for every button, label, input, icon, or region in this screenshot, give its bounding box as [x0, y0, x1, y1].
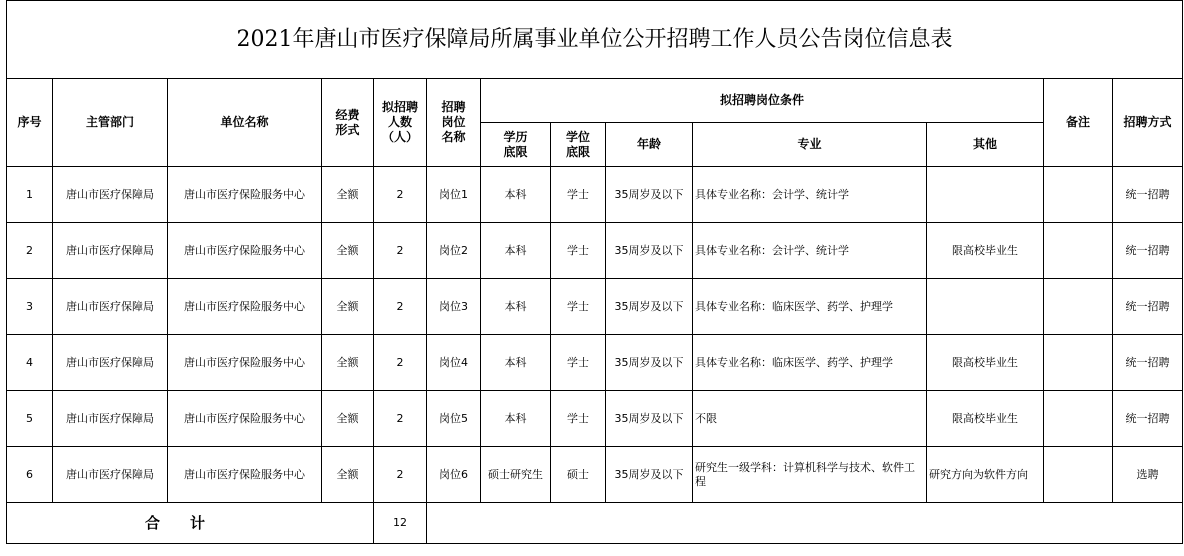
cell-dept: 唐山市医疗保障局	[53, 335, 168, 391]
cell-count: 2	[374, 167, 427, 223]
cell-age: 35周岁及以下	[606, 447, 693, 503]
cell-seq: 4	[7, 335, 53, 391]
header-remark: 备注	[1044, 79, 1113, 167]
cell-fund: 全额	[322, 447, 374, 503]
cell-edu: 本科	[481, 223, 551, 279]
header-fund: 经费 形式	[322, 79, 374, 167]
cell-major: 研究生一级学科：计算机科学与技术、软件工程	[693, 447, 927, 503]
cell-major: 具体专业名称：临床医学、药学、护理学	[693, 335, 927, 391]
cell-dept: 唐山市医疗保障局	[53, 447, 168, 503]
total-empty	[427, 503, 1183, 544]
cell-count: 2	[374, 447, 427, 503]
cell-remark	[1044, 447, 1113, 503]
cell-dept: 唐山市医疗保障局	[53, 223, 168, 279]
cell-fund: 全额	[322, 167, 374, 223]
cell-post: 岗位5	[427, 391, 481, 447]
cell-edu: 本科	[481, 167, 551, 223]
cell-seq: 2	[7, 223, 53, 279]
cell-degree: 学士	[551, 167, 606, 223]
total-row	[7, 503, 1183, 544]
cell-post: 岗位4	[427, 335, 481, 391]
cell-count: 2	[374, 279, 427, 335]
cell-post: 岗位2	[427, 223, 481, 279]
cell-age: 35周岁及以下	[606, 391, 693, 447]
cell-edu: 硕士研究生	[481, 447, 551, 503]
header-age: 年龄	[606, 123, 693, 167]
cell-method: 统一招聘	[1113, 391, 1183, 447]
cell-major: 不限	[693, 391, 927, 447]
table-row	[7, 391, 1183, 447]
cell-remark	[1044, 391, 1113, 447]
header-unit: 单位名称	[168, 79, 322, 167]
header-conditions: 拟招聘岗位条件	[481, 79, 1044, 123]
header-count: 拟招聘 人数 （人）	[374, 79, 427, 167]
cell-age: 35周岁及以下	[606, 167, 693, 223]
table-row	[7, 167, 1183, 223]
header-other: 其他	[927, 123, 1044, 167]
cell-unit: 唐山市医疗保险服务中心	[168, 335, 322, 391]
cell-dept: 唐山市医疗保障局	[53, 279, 168, 335]
cell-edu: 本科	[481, 391, 551, 447]
header-major: 专业	[693, 123, 927, 167]
table-row	[7, 335, 1183, 391]
cell-degree: 学士	[551, 335, 606, 391]
cell-post: 岗位1	[427, 167, 481, 223]
cell-edu: 本科	[481, 335, 551, 391]
cell-post: 岗位3	[427, 279, 481, 335]
cell-count: 2	[374, 335, 427, 391]
cell-unit: 唐山市医疗保险服务中心	[168, 167, 322, 223]
cell-degree: 学士	[551, 279, 606, 335]
cell-age: 35周岁及以下	[606, 279, 693, 335]
header-degree: 学位 底限	[551, 123, 606, 167]
cell-unit: 唐山市医疗保险服务中心	[168, 223, 322, 279]
cell-method: 统一招聘	[1113, 335, 1183, 391]
cell-major: 具体专业名称：会计学、统计学	[693, 167, 927, 223]
page-title: 2021年唐山市医疗保障局所属事业单位公开招聘工作人员公告岗位信息表	[7, 1, 1183, 79]
cell-unit: 唐山市医疗保险服务中心	[168, 391, 322, 447]
header-method: 招聘方式	[1113, 79, 1183, 167]
cell-other: 限高校毕业生	[927, 223, 1044, 279]
table-row	[7, 223, 1183, 279]
cell-unit: 唐山市医疗保险服务中心	[168, 279, 322, 335]
cell-fund: 全额	[322, 391, 374, 447]
header-edu: 学历 底限	[481, 123, 551, 167]
cell-major: 具体专业名称：会计学、统计学	[693, 223, 927, 279]
cell-dept: 唐山市医疗保障局	[53, 167, 168, 223]
cell-unit: 唐山市医疗保险服务中心	[168, 447, 322, 503]
cell-fund: 全额	[322, 279, 374, 335]
cell-degree: 学士	[551, 391, 606, 447]
cell-other: 限高校毕业生	[927, 391, 1044, 447]
table-row	[7, 447, 1183, 503]
cell-edu: 本科	[481, 279, 551, 335]
cell-other	[927, 279, 1044, 335]
cell-major: 具体专业名称：临床医学、药学、护理学	[693, 279, 927, 335]
cell-dept: 唐山市医疗保障局	[53, 391, 168, 447]
cell-degree: 硕士	[551, 447, 606, 503]
cell-remark	[1044, 279, 1113, 335]
cell-age: 35周岁及以下	[606, 223, 693, 279]
cell-seq: 1	[7, 167, 53, 223]
cell-degree: 学士	[551, 223, 606, 279]
header-dept: 主管部门	[53, 79, 168, 167]
total-label: 合计	[7, 503, 374, 544]
cell-fund: 全额	[322, 335, 374, 391]
cell-method: 统一招聘	[1113, 223, 1183, 279]
cell-count: 2	[374, 223, 427, 279]
cell-other	[927, 167, 1044, 223]
cell-remark	[1044, 335, 1113, 391]
cell-method: 统一招聘	[1113, 279, 1183, 335]
cell-count: 2	[374, 391, 427, 447]
cell-age: 35周岁及以下	[606, 335, 693, 391]
table-row	[7, 279, 1183, 335]
cell-remark	[1044, 223, 1113, 279]
total-value: 12	[374, 503, 427, 544]
cell-method: 统一招聘	[1113, 167, 1183, 223]
recruitment-table	[6, 0, 1183, 544]
cell-other: 研究方向为软件方向	[927, 447, 1044, 503]
header-seq: 序号	[7, 79, 53, 167]
cell-remark	[1044, 167, 1113, 223]
cell-post: 岗位6	[427, 447, 481, 503]
header-post: 招聘 岗位 名称	[427, 79, 481, 167]
cell-method: 选聘	[1113, 447, 1183, 503]
cell-seq: 6	[7, 447, 53, 503]
cell-seq: 5	[7, 391, 53, 447]
cell-fund: 全额	[322, 223, 374, 279]
cell-seq: 3	[7, 279, 53, 335]
cell-other: 限高校毕业生	[927, 335, 1044, 391]
